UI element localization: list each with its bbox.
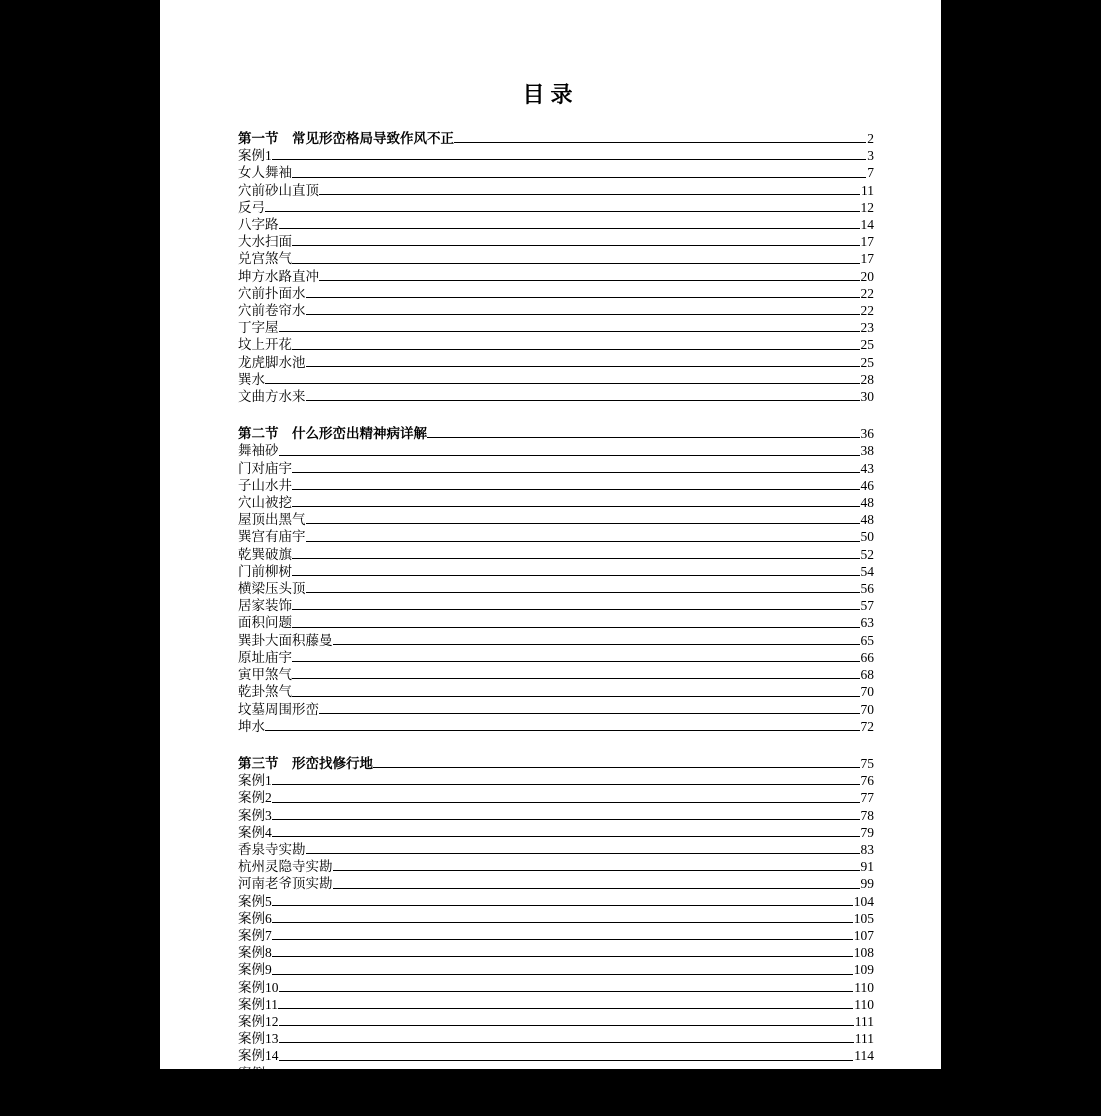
toc-leader-dots <box>272 915 853 927</box>
toc-entry-row[interactable] <box>238 371 874 388</box>
toc-page-number: 43 <box>860 460 874 476</box>
toc-leader-dots <box>279 324 860 336</box>
toc-leader-dots <box>279 1087 853 1099</box>
toc-leader-dots <box>306 307 860 319</box>
toc-leader-dots <box>278 1001 853 1013</box>
toc-leader-dots <box>373 760 860 772</box>
toc-entry-label: 案例10 <box>238 979 279 995</box>
toc-page-number: 78 <box>860 807 874 823</box>
toc-leader-dots <box>292 170 866 182</box>
toc-entry-label: 乾卦煞气 <box>238 684 292 700</box>
toc-entry-label: 案例6 <box>238 910 272 926</box>
toc-entry-label: 案例11 <box>238 996 278 1012</box>
toc-entry-label: 居家装饰 <box>238 598 292 614</box>
toc-page-number: 108 <box>853 945 874 961</box>
toc-leader-dots <box>292 654 860 666</box>
toc-leader-dots <box>272 795 860 807</box>
toc-group <box>238 130 874 405</box>
toc-group <box>238 425 874 735</box>
toc-page-number: 14 <box>860 217 874 233</box>
toc-page-number: 111 <box>854 1031 874 1047</box>
toc-page-number: 99 <box>860 876 874 892</box>
toc-entry-label: 大水扫面 <box>238 234 292 250</box>
toc-entry-row[interactable] <box>238 789 874 806</box>
toc-entry-row[interactable] <box>238 1065 874 1082</box>
toc-page-number: 48 <box>860 512 874 528</box>
toc-leader-dots <box>265 376 860 388</box>
toc-leader-dots <box>292 602 860 614</box>
toc-page-number: 121 <box>853 1099 874 1115</box>
toc-entry-label: 八字路 <box>238 217 279 233</box>
toc-entry-label: 舞袖砂 <box>238 443 279 459</box>
toc-leader-dots <box>292 465 860 477</box>
toc-entry-label: 坤方水路直冲 <box>238 268 319 284</box>
toc-entry-row[interactable] <box>238 528 874 545</box>
toc-leader-dots <box>265 723 860 735</box>
toc-entry-label: 案例16 <box>238 1082 279 1098</box>
toc-entry-row[interactable] <box>238 979 874 996</box>
toc-entry-row[interactable] <box>238 910 874 927</box>
toc-page-number: 79 <box>860 824 874 840</box>
toc-page-number: 12 <box>860 199 874 215</box>
table-of-contents <box>238 130 874 1116</box>
toc-leader-dots <box>292 482 860 494</box>
toc-page-number: 83 <box>860 841 874 857</box>
toc-page-number: 63 <box>860 615 874 631</box>
toc-page-number: 114 <box>854 1048 874 1064</box>
toc-entry-row[interactable] <box>238 319 874 336</box>
toc-page-number: 38 <box>860 443 874 459</box>
toc-group <box>238 755 874 1116</box>
toc-leader-dots <box>272 949 853 961</box>
document-page <box>160 0 941 1115</box>
toc-page-number: 25 <box>860 354 874 370</box>
toc-leader-dots <box>427 430 860 442</box>
toc-page-number: 119 <box>854 1065 874 1081</box>
toc-leader-dots <box>279 984 854 996</box>
toc-page-number: 36 <box>860 426 874 442</box>
toc-entry-row[interactable] <box>238 875 874 892</box>
toc-entry-row[interactable] <box>238 511 874 528</box>
toc-page-number: 57 <box>860 598 874 614</box>
toc-entry-label: 案例1 <box>238 148 272 164</box>
toc-entry-row[interactable] <box>238 336 874 353</box>
toc-section-row[interactable] <box>238 425 874 442</box>
toc-leader-dots <box>306 359 860 371</box>
toc-entry-label: 案例9 <box>238 962 272 978</box>
toc-leader-dots <box>292 689 860 701</box>
toc-entry-row[interactable] <box>238 683 874 700</box>
toc-leader-dots <box>279 1035 854 1047</box>
toc-page-number: 23 <box>860 320 874 336</box>
toc-entry-row[interactable] <box>238 824 874 841</box>
toc-entry-label: 巽卦大面积藤曼 <box>238 632 333 648</box>
toc-section-row[interactable] <box>238 130 874 147</box>
toc-leader-dots <box>306 516 860 528</box>
toc-leader-dots <box>279 1018 854 1030</box>
toc-entry-label: 坤水 <box>238 718 265 734</box>
toc-page-number: 46 <box>860 477 874 493</box>
toc-entry-label: 巽宫有庙宇 <box>238 529 306 545</box>
toc-entry-label: 第三节 形峦找修行地 <box>238 755 373 771</box>
toc-entry-row[interactable] <box>238 233 874 250</box>
toc-entry-label: 穴前砂山直顶 <box>238 182 319 198</box>
toc-entry-label: 案例15 <box>238 1065 279 1081</box>
toc-entry-row[interactable] <box>238 563 874 580</box>
toc-leader-dots <box>292 342 860 354</box>
toc-entry-row[interactable] <box>238 199 874 216</box>
toc-entry-row[interactable] <box>238 268 874 285</box>
toc-page-number: 72 <box>860 718 874 734</box>
toc-entry-label: 屋顶出黑气 <box>238 512 306 528</box>
toc-page-number: 52 <box>860 546 874 562</box>
toc-page-number: 76 <box>860 773 874 789</box>
toc-entry-row[interactable] <box>238 250 874 267</box>
toc-page-number: 111 <box>854 1013 874 1029</box>
toc-entry-row[interactable] <box>238 285 874 302</box>
toc-entry-label: 案例8 <box>238 945 272 961</box>
toc-leader-dots <box>454 135 866 147</box>
toc-entry-row[interactable] <box>238 1082 874 1099</box>
toc-entry-label: 兑宫煞气 <box>238 251 292 267</box>
toc-entry-label: 坟墓周围形峦 <box>238 701 319 717</box>
toc-section-row[interactable] <box>238 755 874 772</box>
toc-entry-row[interactable] <box>238 302 874 319</box>
toc-leader-dots <box>306 290 860 302</box>
toc-entry-label: 乾巽破旗 <box>238 546 292 562</box>
toc-page-number: 109 <box>853 962 874 978</box>
toc-leader-dots <box>292 499 860 511</box>
toc-entry-row[interactable] <box>238 354 874 371</box>
toc-leader-dots <box>292 238 860 250</box>
toc-entry-row[interactable] <box>238 632 874 649</box>
toc-entry-label: 香泉寺实勘 <box>238 841 306 857</box>
toc-entry-row[interactable] <box>238 718 874 735</box>
toc-leader-dots <box>319 187 860 199</box>
toc-entry-label: 子山水井 <box>238 477 292 493</box>
toc-page-number: 17 <box>860 234 874 250</box>
toc-leader-dots <box>279 1104 853 1116</box>
toc-entry-row[interactable] <box>238 944 874 961</box>
toc-entry-row[interactable] <box>238 494 874 511</box>
toc-page-number: 105 <box>853 910 874 926</box>
page-title: 目录 <box>522 82 579 107</box>
toc-leader-dots <box>306 393 860 405</box>
toc-entry-label: 丁字屋 <box>238 320 279 336</box>
toc-page-number: 25 <box>860 337 874 353</box>
toc-page-number: 2 <box>867 131 874 146</box>
toc-entry-row[interactable] <box>238 649 874 666</box>
toc-entry-row[interactable] <box>238 701 874 718</box>
toc-entry-label: 女人舞袖 <box>238 165 292 181</box>
toc-entry-label: 案例12 <box>238 1013 279 1029</box>
toc-leader-dots <box>279 221 860 233</box>
toc-entry-row[interactable] <box>238 442 874 459</box>
toc-entry-row[interactable] <box>238 1099 874 1116</box>
toc-leader-dots <box>292 256 860 268</box>
toc-entry-label: 穴前卷帘水 <box>238 303 306 319</box>
toc-entry-row[interactable] <box>238 1013 874 1030</box>
toc-entry-label: 案例14 <box>238 1048 279 1064</box>
toc-page-number: 75 <box>860 755 874 771</box>
toc-entry-label: 穴前扑面水 <box>238 285 306 301</box>
toc-leader-dots <box>272 932 853 944</box>
toc-page-number: 3 <box>867 148 874 164</box>
toc-leader-dots <box>272 829 860 841</box>
toc-page-number: 11 <box>861 182 874 198</box>
toc-entry-label: 巽水 <box>238 371 265 387</box>
toc-entry-label: 面积问题 <box>238 615 292 631</box>
toc-group-spacer <box>238 405 874 425</box>
toc-page-number: 120 <box>853 1082 874 1098</box>
toc-entry-row[interactable] <box>238 893 874 910</box>
toc-leader-dots <box>306 534 860 546</box>
toc-entry-label: 坟上开花 <box>238 337 292 353</box>
toc-entry-label: 反弓 <box>238 199 265 215</box>
toc-leader-dots <box>272 777 860 789</box>
toc-entry-row[interactable] <box>238 614 874 631</box>
toc-entry-row[interactable] <box>238 580 874 597</box>
toc-page-number: 70 <box>860 684 874 700</box>
toc-page-number: 50 <box>860 529 874 545</box>
toc-page-number: 7 <box>867 165 874 181</box>
toc-entry-row[interactable] <box>238 546 874 563</box>
toc-page-number: 107 <box>853 927 874 943</box>
toc-page-number: 66 <box>860 649 874 665</box>
toc-entry-label: 第一节 常见形峦格局导致作风不正 <box>238 131 454 146</box>
toc-entry-label: 河南老爷顶实勘 <box>238 876 333 892</box>
toc-page-number: 17 <box>860 251 874 267</box>
toc-group-spacer <box>238 735 874 755</box>
toc-leader-dots <box>319 273 860 285</box>
toc-entry-label: 案例3 <box>238 807 272 823</box>
toc-page-number: 110 <box>854 996 874 1012</box>
toc-page-number: 68 <box>860 667 874 683</box>
toc-page-number: 77 <box>860 790 874 806</box>
toc-leader-dots <box>272 967 853 979</box>
toc-entry-label: 穴山被挖 <box>238 495 292 511</box>
toc-entry-row[interactable] <box>238 460 874 477</box>
toc-leader-dots <box>306 585 860 597</box>
toc-page-number: 22 <box>860 303 874 319</box>
toc-entry-row[interactable] <box>238 164 874 181</box>
toc-entry-label: 案例17 <box>238 1099 279 1115</box>
toc-entry-label: 横梁压头顶 <box>238 581 306 597</box>
toc-page-number: 54 <box>860 563 874 579</box>
toc-entry-label: 原址庙宇 <box>238 649 292 665</box>
toc-page-number: 104 <box>853 893 874 909</box>
toc-leader-dots <box>279 1053 854 1065</box>
toc-leader-dots <box>292 671 860 683</box>
toc-entry-label: 文曲方水来 <box>238 389 306 405</box>
toc-entry-label: 案例5 <box>238 893 272 909</box>
toc-entry-row[interactable] <box>238 807 874 824</box>
toc-entry-row[interactable] <box>238 841 874 858</box>
toc-page-number: 22 <box>860 285 874 301</box>
toc-page-number: 65 <box>860 632 874 648</box>
toc-entry-row[interactable] <box>238 996 874 1013</box>
toc-entry-row[interactable] <box>238 477 874 494</box>
toc-page-number: 28 <box>860 371 874 387</box>
toc-leader-dots <box>333 881 860 893</box>
toc-entry-row[interactable] <box>238 1030 874 1047</box>
toc-entry-row[interactable] <box>238 858 874 875</box>
toc-page-number: 110 <box>854 979 874 995</box>
toc-entry-row[interactable] <box>238 927 874 944</box>
toc-entry-label: 门对庙宇 <box>238 460 292 476</box>
toc-entry-row[interactable] <box>238 961 874 978</box>
toc-leader-dots <box>279 448 860 460</box>
toc-entry-row[interactable] <box>238 216 874 233</box>
toc-leader-dots <box>306 846 860 858</box>
toc-leader-dots <box>319 706 860 718</box>
toc-leader-dots <box>279 1070 854 1082</box>
toc-entry-label: 龙虎脚水池 <box>238 354 306 370</box>
toc-leader-dots <box>292 568 860 580</box>
toc-entry-label: 门前柳树 <box>238 563 292 579</box>
toc-leader-dots <box>292 620 860 632</box>
toc-entry-label: 案例4 <box>238 824 272 840</box>
toc-entry-row[interactable] <box>238 597 874 614</box>
toc-entry-label: 案例7 <box>238 927 272 943</box>
toc-leader-dots <box>272 812 860 824</box>
toc-entry-row[interactable] <box>238 182 874 199</box>
toc-leader-dots <box>272 152 867 164</box>
toc-leader-dots <box>292 551 860 563</box>
toc-entry-label: 案例13 <box>238 1031 279 1047</box>
toc-page-number: 70 <box>860 701 874 717</box>
toc-entry-row[interactable] <box>238 1047 874 1064</box>
toc-entry-row[interactable] <box>238 772 874 789</box>
toc-entry-row[interactable] <box>238 388 874 405</box>
toc-page-number: 56 <box>860 581 874 597</box>
toc-entry-row[interactable] <box>238 666 874 683</box>
toc-page-number: 91 <box>860 859 874 875</box>
toc-entry-label: 案例2 <box>238 790 272 806</box>
toc-entry-label: 案例1 <box>238 773 272 789</box>
toc-leader-dots <box>265 204 860 216</box>
toc-leader-dots <box>272 898 853 910</box>
toc-entry-row[interactable] <box>238 147 874 164</box>
toc-page-number: 48 <box>860 495 874 511</box>
toc-leader-dots <box>333 637 860 649</box>
toc-entry-label: 杭州灵隐寺实勘 <box>238 859 333 875</box>
toc-entry-label: 寅甲煞气 <box>238 667 292 683</box>
toc-leader-dots <box>333 863 860 875</box>
toc-page-number: 30 <box>860 389 874 405</box>
toc-page-number: 20 <box>860 268 874 284</box>
toc-entry-label: 第二节 什么形峦出精神病详解 <box>238 426 427 442</box>
